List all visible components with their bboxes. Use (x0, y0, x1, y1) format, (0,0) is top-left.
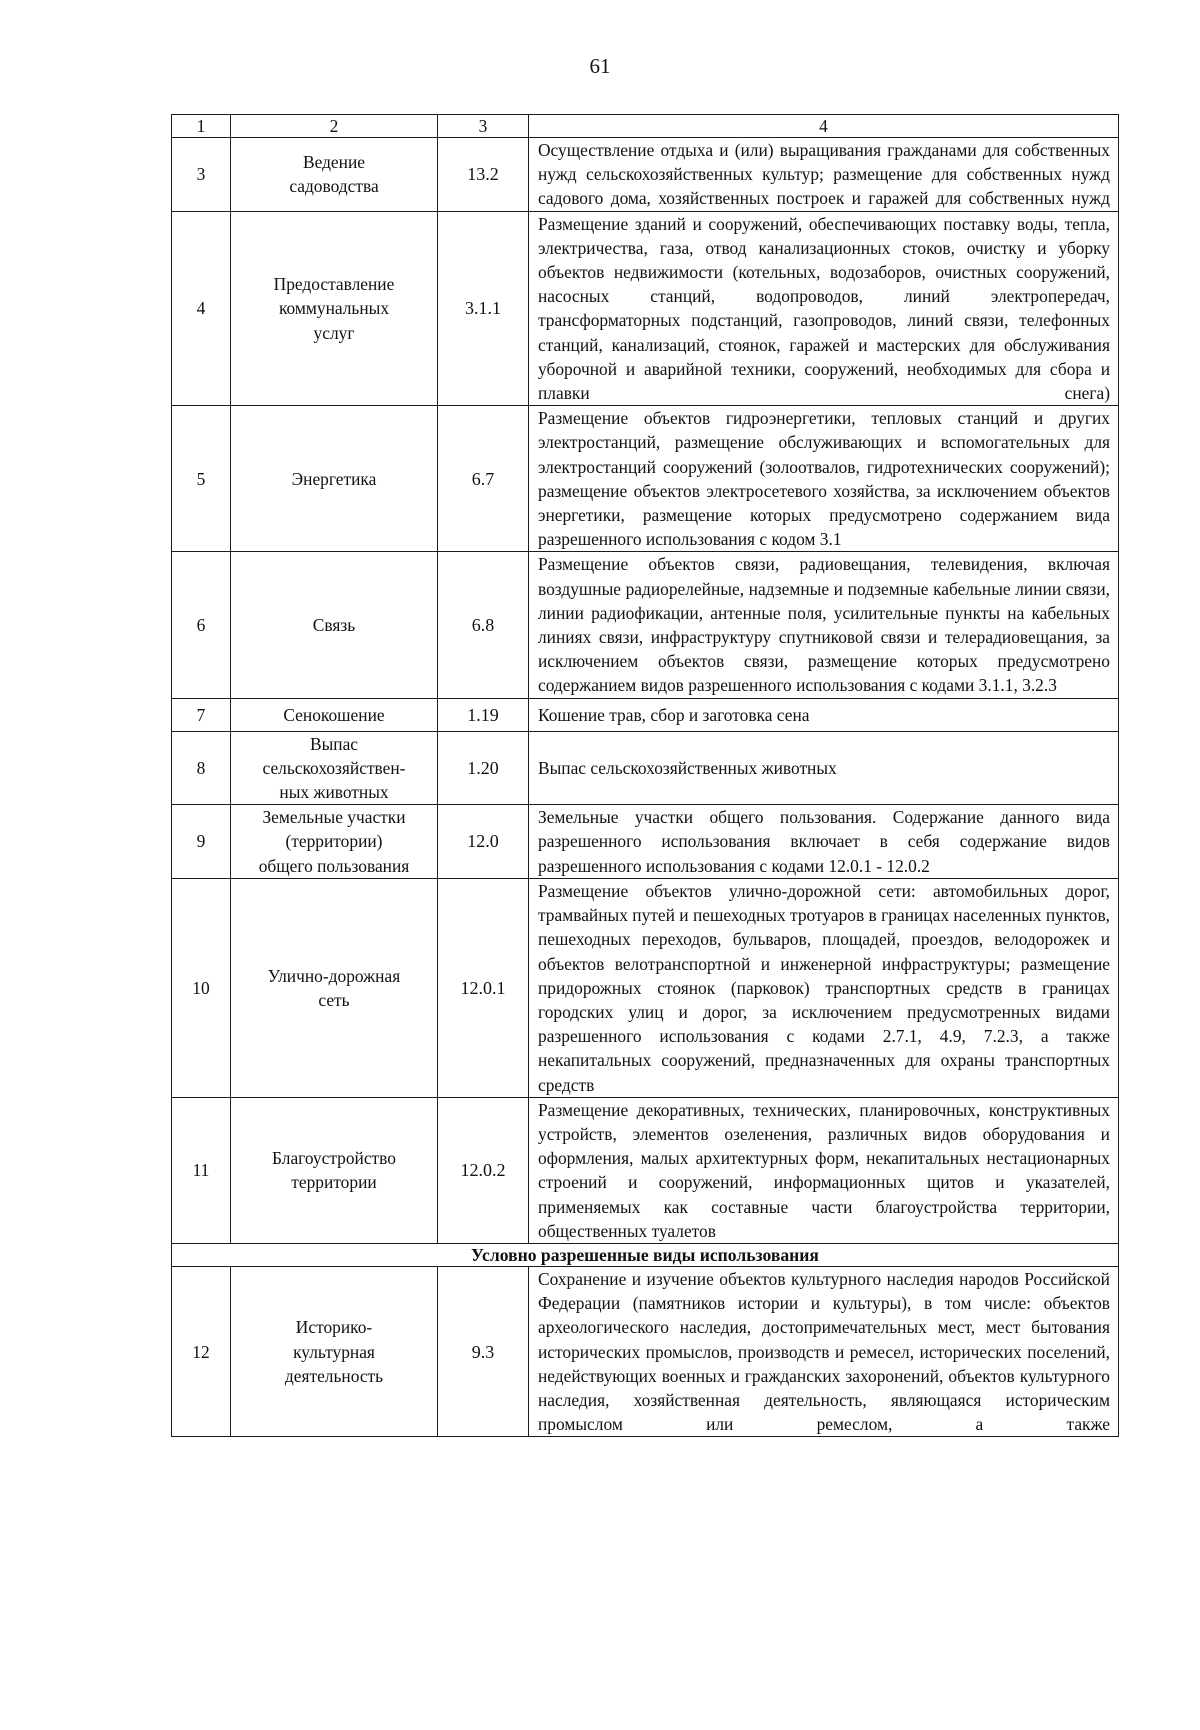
header-col-4: 4 (529, 115, 1119, 138)
use-name: Энергетика (231, 406, 438, 552)
use-description: Сохранение и изучение объектов культурного наследия народов Российской Федерации (памятников истории и культуры), в том числе: объектов археологического наследия, достопримечательных мест, мест бытования исторических промыслов, производств и ремесел, исторических поселений, недействующих военных и гражданских захоронений, объектов культурного наследия, хозяйственная деятельность, являющаяся историческим промыслом или ремеслом, а также (529, 1266, 1119, 1436)
table-row (172, 878, 1119, 1097)
row-number: 3 (172, 138, 231, 212)
use-code: 12.0.2 (438, 1097, 529, 1243)
row-number: 5 (172, 406, 231, 552)
table-row (172, 211, 1119, 406)
use-name: Связь (231, 552, 438, 698)
table-row (172, 1266, 1119, 1436)
row-number: 9 (172, 805, 231, 879)
row-number: 7 (172, 698, 231, 731)
table-header-row (172, 115, 1119, 138)
use-description: Размещение объектов гидроэнергетики, тепловых станций и других электростанций, размещение обслуживающих и вспомогательных для электростанций сооружений (золоотвалов, гидротехнических сооружений); размещение объектов электросетевого хозяйства, за исключением объектов энергетики, размещение которых предусмотрено содержанием вида разрешенного использования с кодом 3.1 (529, 406, 1119, 552)
table-row (172, 698, 1119, 731)
page-number: 61 (589, 54, 611, 78)
row-number: 12 (172, 1266, 231, 1436)
section-header-row (172, 1243, 1119, 1266)
use-description: Кошение трав, сбор и заготовка сена (529, 698, 1119, 731)
use-code: 3.1.1 (438, 211, 529, 406)
use-name: Сенокошение (231, 698, 438, 731)
use-code: 6.7 (438, 406, 529, 552)
use-code: 12.0 (438, 805, 529, 879)
table-row (172, 805, 1119, 879)
land-use-table (171, 114, 1119, 1437)
row-number: 10 (172, 878, 231, 1097)
use-name-line: Выпас (309, 733, 359, 754)
header-col-2: 2 (231, 115, 438, 138)
use-name: Ведение садоводства (231, 138, 438, 212)
row-number: 4 (172, 211, 231, 406)
use-name: Предоставление коммунальных услуг (231, 211, 438, 406)
use-description: Земельные участки общего пользования. Содержание данного вида разрешенного использования включает в себя содержание видов разрешенного использования с кодами 12.0.1 - 12.0.2 (529, 805, 1119, 879)
row-number: 8 (172, 731, 231, 805)
use-code: 6.8 (438, 552, 529, 698)
section-title: Условно разрешенные виды использования (172, 1243, 1119, 1266)
use-name: Историко-культурная деятельность (231, 1266, 438, 1436)
use-description: Выпас сельскохозяйственных животных (529, 731, 1119, 805)
use-name-line: ных животных (279, 782, 389, 803)
use-name (231, 805, 438, 879)
use-description: Размещение зданий и сооружений, обеспечивающих поставку воды, тепла, электричества, газа, отвод канализационных стоков, очистку и уборку объектов недвижимости (котельных, водозаборов, очистных сооружений, насосных станций, водопроводов, линий электропередач, трансформаторных подстанций, газопроводов, линий связи, телефонных станций, канализаций, стоянок, гаражей и мастерских для обслуживания уборочной и аварийной техники, сооружений, необходимых для сбора и плавки снега) (529, 211, 1119, 406)
use-name-line: сельскохозяйствен- (262, 757, 406, 778)
table-row (172, 406, 1119, 552)
row-number: 6 (172, 552, 231, 698)
use-description: Размещение декоративных, технических, планировочных, конструктивных устройств, элементов озеленения, различных видов оборудования и оформления, малых архитектурных форм, некапитальных нестационарных строений и сооружений, информационных щитов и указателей, применяемых как составные части благоустройства территории, общественных туалетов (529, 1097, 1119, 1243)
use-description: Размещение объектов связи, радиовещания, телевидения, включая воздушные радиорелейные, надземные и подземные кабельные линии связи, линии радиофикации, антенные поля, усилительные пункты на кабельных линиях связи, инфраструктуру спутниковой связи и телерадиовещания, за исключением объектов связи, размещение которых предусмотрено содержанием видов разрешенного использования с кодами 3.1.1, 3.2.3 (529, 552, 1119, 698)
table-row (172, 552, 1119, 698)
use-name-line: общего пользования (258, 855, 410, 876)
use-name-line: Земельные участки (262, 807, 406, 828)
use-code: 1.19 (438, 698, 529, 731)
header-col-1: 1 (172, 115, 231, 138)
use-description: Осуществление отдыха и (или) выращивания гражданами для собственных нужд сельскохозяйственных культур; размещение для собственных нужд садового дома, хозяйственных построек и гаражей для собственных нужд (529, 138, 1119, 212)
table-row (172, 1097, 1119, 1243)
use-name: Улично-дорожная сеть (231, 878, 438, 1097)
use-code: 9.3 (438, 1266, 529, 1436)
table-row (172, 138, 1119, 212)
header-col-3: 3 (438, 115, 529, 138)
use-description: Размещение объектов улично-дорожной сети: автомобильных дорог, трамвайных путей и пешеходных тротуаров в границах населенных пунктов, пешеходных переходов, бульваров, площадей, проездов, велодорожек и объектов велотранспортной и инженерной инфраструктуры; размещение придорожных стоянок (парковок) транспортных средств в границах городских улиц и дорог, за исключением предусмотренных видами разрешенного использования с кодами 2.7.1, 4.9, 7.2.3, а также некапитальных сооружений, предназначенных для охраны транспортных средств (529, 878, 1119, 1097)
use-code: 13.2 (438, 138, 529, 212)
use-name: Благоустройство территории (231, 1097, 438, 1243)
row-number: 11 (172, 1097, 231, 1243)
use-code: 12.0.1 (438, 878, 529, 1097)
use-code: 1.20 (438, 731, 529, 805)
use-name-line: (территории) (285, 831, 383, 852)
table-row (172, 731, 1119, 805)
use-name (231, 731, 438, 805)
